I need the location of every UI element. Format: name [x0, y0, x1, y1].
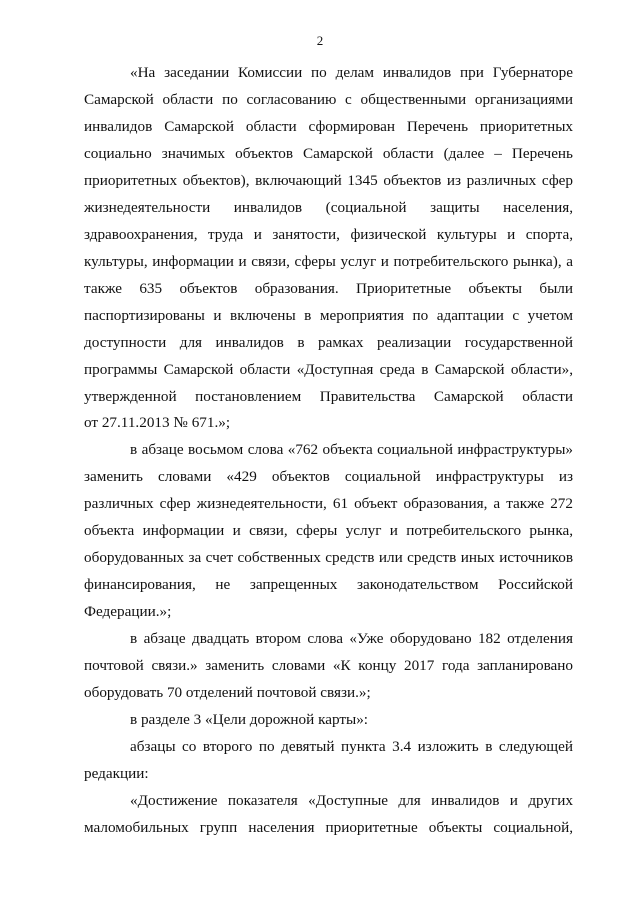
text-line: заменить словами «429 объектов социальной инфраструктуры из [84, 468, 573, 485]
text-line: от 27.11.2013 № 671.»; [84, 414, 231, 431]
text-line: в абзаце восьмом слова «762 объекта социальной инфраструктуры» [130, 441, 573, 458]
text-line: утвержденной постановлением Правительства Самарской области [84, 388, 573, 405]
text-line: паспортизированы и включены в мероприятия по адаптации с учетом [84, 307, 573, 324]
text-line: абзацы со второго по девятый пункта 3.4 изложить в следующей [130, 738, 573, 755]
text-line: почтовой связи.» заменить словами «К концу 2017 года запланировано [84, 657, 573, 674]
text-line: «На заседании Комиссии по делам инвалидов при Губернаторе [130, 64, 573, 81]
text-line: жизнедеятельности инвалидов (социальной защиты населения, [84, 199, 573, 216]
text-line: финансирования, не запрещенных законодательством Российской [84, 576, 573, 593]
text-line: приоритетных объектов), включающий 1345 объектов из различных сфер [84, 172, 573, 189]
text-line: инвалидов Самарской области сформирован Перечень приоритетных [84, 118, 573, 135]
text-line: «Достижение показателя «Доступные для инвалидов и других [130, 792, 573, 809]
text-line: редакции: [84, 765, 149, 782]
text-line: различных сфер жизнедеятельности, 61 объект образования, а также 272 [84, 495, 573, 512]
text-line: культуры, информации и связи, сферы услуг и потребительского рынка), а [84, 253, 573, 270]
text-line: программы Самарской области «Доступная среда в Самарской области», [84, 361, 573, 378]
text-line: оборудованных за счет собственных средств или средств иных источников [84, 549, 573, 566]
text-line: в абзаце двадцать втором слова «Уже оборудовано 182 отделения [130, 630, 573, 647]
text-line: социально значимых объектов Самарской области (далее – Перечень [84, 145, 573, 162]
text-line: Федерации.»; [84, 603, 172, 620]
text-line: Самарской области по согласованию с общественными организациями [84, 91, 573, 108]
page-number: 2 [316, 33, 324, 48]
text-line: здравоохранения, труда и занятости, физической культуры и спорта, [84, 226, 573, 243]
text-line: также 635 объектов образования. Приоритетные объекты были [84, 280, 573, 297]
text-line: доступности для инвалидов в рамках реализации государственной [84, 334, 573, 351]
text-line: объекта информации и связи, сферы услуг и потребительского рынка, [84, 522, 573, 539]
text-line: маломобильных групп населения приоритетные объекты социальной, [84, 819, 573, 836]
text-line: в разделе 3 «Цели дорожной карты»: [130, 711, 369, 728]
text-line: оборудовать 70 отделений почтовой связи.»; [84, 684, 371, 701]
